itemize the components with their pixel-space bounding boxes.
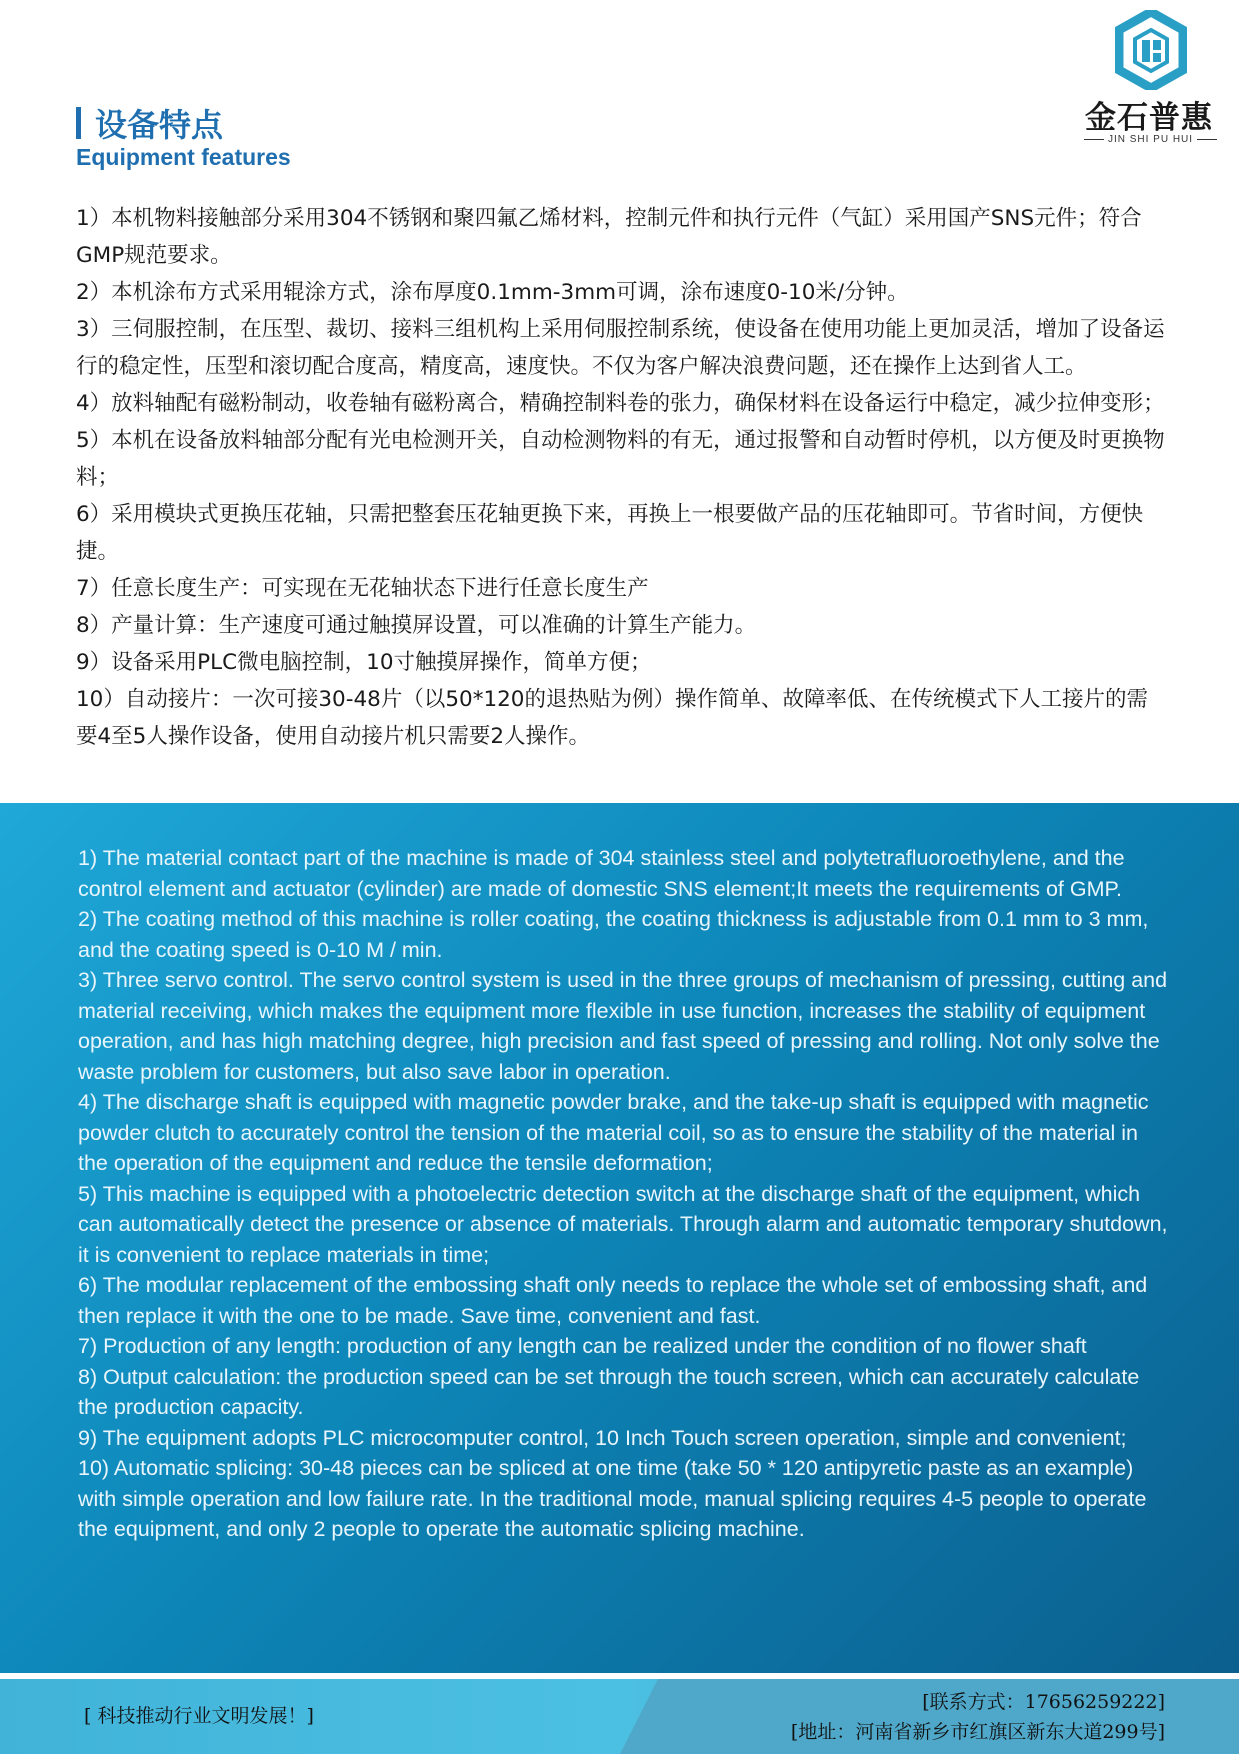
feature-item-cn: 9）设备采用PLC微电脑控制，10寸触摸屏操作，简单方便； [76,650,652,675]
feature-item-cn: 3）三伺服控制，在压型、裁切、接料三组机构上采用伺服控制系统，使设备在使用功能上更加灵活，增加了设备运行的稳定性，压型和滚切配合度高，精度高，速度快。不仅为客户解决浪费问题，还在操作上达到省人工。 [76,317,1165,379]
footer-slogan: [ 科技推动行业文明发展！] [84,1705,314,1727]
company-logo [1070,10,1230,145]
hexagon-cube-logo-icon [1115,10,1187,90]
feature-item-cn: 5）本机在设备放料轴部分配有光电检测开关，自动检测物料的有无，通过报警和自动暂时停机，以方便及时更换物料； [76,428,1165,490]
feature-item-cn: 1）本机物料接触部分采用304不锈钢和聚四氟乙烯材料，控制元件和执行元件（气缸）采用国产SNS元件；符合GMP规范要求。 [76,206,1142,268]
page-footer [0,1679,1239,1754]
footer-slant-divider [620,1679,658,1754]
feature-item-cn: 10）自动接片：一次可接30-48片（以50*120的退热贴为例）操作简单、故障率低、在传统模式下人工接片的需要4至5人操作设备，使用自动接片机只需要2人操作。 [76,687,1148,749]
feature-item-en: 2) The coating method of this machine is roller coating, the coating thickness is adjustable from 0.1 mm to 3 mm, and the coating speed is 0-10 M / min. [78,907,1149,962]
feature-item-cn: 2）本机涂布方式采用辊涂方式，涂布厚度0.1mm-3mm可调，涂布速度0-10米/分钟。 [76,280,909,305]
feature-item-en: 4) The discharge shaft is equipped with magnetic powder brake, and the take-up shaft is equipped with magnetic powder clutch to accurately control the tension of the material coil, so as to ensure the stability of the material in the operation of the equipment and reduce the tensile deformation; [78,1090,1149,1175]
logo-name-en: JIN SHI PU HUI [1078,134,1223,145]
footer-address: [地址：河南省新乡市红旗区新东大道299号] [790,1721,1165,1743]
footer-contact-block [791,1687,1165,1747]
feature-item-en: 3) Three servo control. The servo control system is used in the three groups of mechanism of pressing, cutting and material receiving, which makes the equipment more flexible in use function, increases the stability of equipment operation, and has high matching degree, high precision and fast speed of pressing and rolling. Not only solve the waste problem for customers, but also save labor in operation. [78,968,1168,1084]
feature-item-cn: 6）采用模块式更换压花轴，只需把整套压花轴更换下来，再换上一根要做产品的压花轴即可。节省时间，方便快捷。 [76,502,1144,564]
page-subtitle: Equipment features [76,144,291,170]
feature-item-en: 5) This machine is equipped with a photoelectric detection switch at the discharge shaft of the equipment, which can automatically detect the presence or absence of materials. Through alarm and automatic temporary shutdown, it is convenient to replace materials in time; [78,1181,1168,1267]
logo-name-cn: 金石普惠 [1085,100,1213,136]
section-heading [76,100,223,146]
features-list-en [78,843,1168,1545]
feature-item-en: 6) The modular replacement of the embossing shaft only needs to replace the whole set of embossing shaft, and then replace it with the one to be made. Save time, convenient and fast. [78,1273,1148,1328]
features-list-cn [76,200,1168,755]
heading-accent-bar [76,107,81,139]
english-features-panel [0,803,1239,1673]
feature-item-en: 1) The material contact part of the machine is made of 304 stainless steel and polytetrafluoroethylene, and the control element and actuator (cylinder) are made of domestic SNS element;It meets the requirements of GMP. [78,846,1125,901]
footer-phone: [联系方式：17656259222] [922,1691,1165,1713]
feature-item-cn: 8）产量计算：生产速度可通过触摸屏设置，可以准确的计算生产能力。 [76,613,757,638]
feature-item-en: 7) Production of any length: production of any length can be realized under the condition of no flower shaft [78,1334,1087,1358]
feature-item-en: 8) Output calculation: the production speed can be set through the touch screen, which can accurately calculate the production capacity. [78,1364,1140,1419]
feature-item-cn: 7）任意长度生产：可实现在无花轴状态下进行任意长度生产 [76,576,649,601]
feature-item-en: 10) Automatic splicing: 30-48 pieces can be spliced at one time (take 50 * 120 antipyretic paste as an example) with simple operation and low failure rate. In the traditional mode, manual splicing requires 4-5 people to operate the equipment, and only 2 people to operate the automatic splicing machine. [78,1456,1147,1541]
feature-item-cn: 4）放料轴配有磁粉制动，收卷轴有磁粉离合，精确控制料卷的张力，确保材料在设备运行中稳定，减少拉伸变形； [76,391,1165,416]
feature-item-en: 9) The equipment adopts PLC microcomputer control, 10 Inch Touch screen operation, simple and convenient; [78,1425,1127,1450]
page-title: 设备特点 [95,106,224,144]
